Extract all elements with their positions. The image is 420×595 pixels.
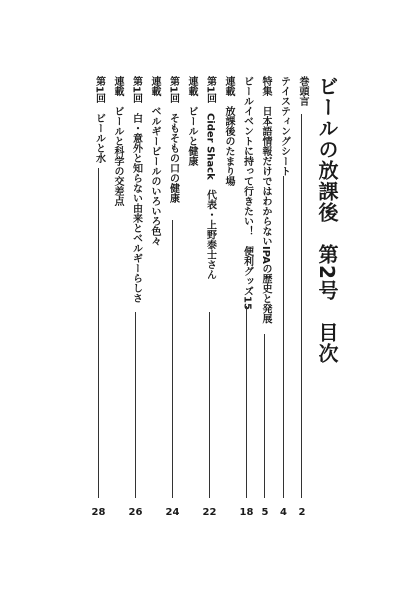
page-title: ビールの放課後 第2号 目次: [315, 76, 339, 364]
toc-leader-line: [301, 114, 302, 498]
toc-leader-line: [135, 312, 136, 498]
toc-entry-title: 第1回 白・意外と知らない由来とベルギーらしさ: [130, 76, 142, 303]
toc-entry-title: 連載 放課後のたまり場: [223, 76, 234, 186]
toc-page-number: 26: [128, 507, 143, 518]
toc-entry-title: 第1回 ビールと水: [93, 76, 105, 163]
toc-entry[interactable]: [87, 76, 111, 518]
toc-entry-title: 連載 ビールと健康: [186, 76, 197, 166]
toc-page-number: 28: [91, 507, 106, 518]
toc-leader-line: [283, 176, 284, 498]
toc-entry-title: 連載 ビールと科学の交差点: [112, 76, 123, 206]
toc-entry-title: 第1回 そもそもの口の健康: [167, 76, 179, 203]
toc-page-number: 2: [298, 507, 306, 518]
toc-page-number: 18: [239, 507, 254, 518]
toc-entry-title: 第1回 Cider Shack 代表・上野泰士さん: [204, 76, 216, 280]
toc-leader-line: [209, 312, 210, 498]
toc-entry-title: 特集 日本語情報だけではわからないIPAの歴史と発展: [260, 76, 271, 324]
toc-page-number: 24: [165, 507, 180, 518]
toc-page-number: 5: [261, 507, 269, 518]
toc-entry-title: 連載 ベルギービールのいろいろ色々: [149, 76, 160, 246]
toc-page-number: 22: [202, 507, 217, 518]
toc-leader-line: [246, 306, 247, 498]
toc-entry-title: テイスティングシート: [278, 76, 290, 176]
toc-leader-line: [264, 334, 265, 498]
toc-entry-title: ビールイベントに持って行きたい！ 便利グッズ15: [241, 76, 253, 310]
toc-page-number: 4: [280, 507, 287, 518]
toc-entry-title: 巻頭言: [297, 76, 308, 106]
toc-leader-line: [98, 168, 99, 498]
toc-leader-line: [172, 220, 173, 498]
